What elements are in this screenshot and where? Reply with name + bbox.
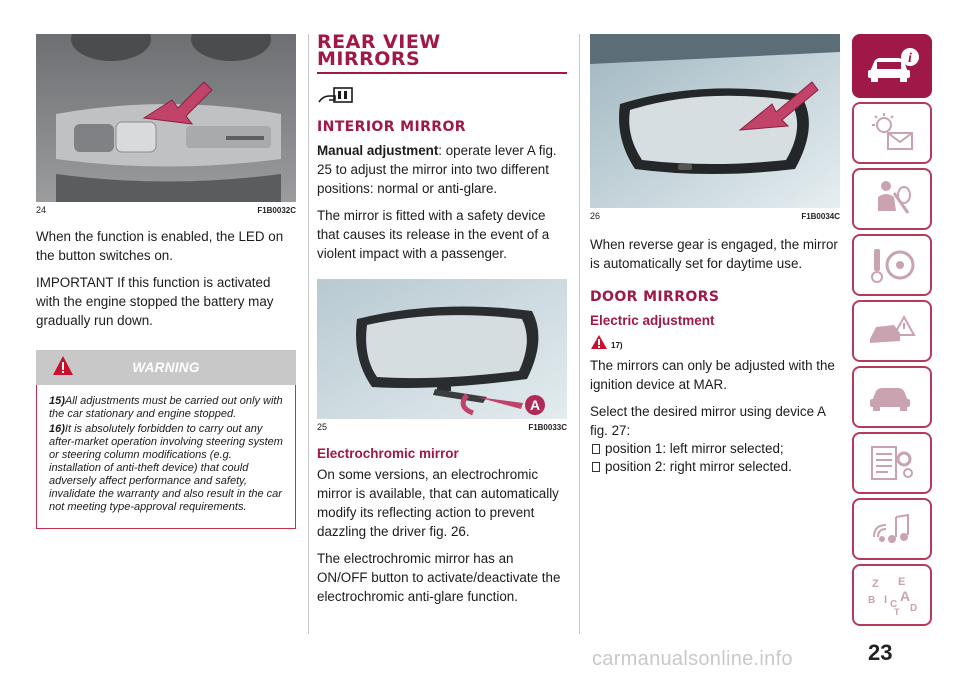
lever-marker: A xyxy=(529,397,541,413)
figure-number: 25 xyxy=(317,422,328,432)
page-number: 23 xyxy=(868,640,893,665)
section-title-line: REAR VIEW xyxy=(317,31,441,53)
svg-text:E: E xyxy=(898,576,906,588)
airbag-seat-icon xyxy=(864,177,920,221)
bullet-box xyxy=(592,462,600,472)
tab-safety[interactable] xyxy=(852,168,932,230)
door-mirrors-title: DOOR MIRRORS xyxy=(590,289,720,305)
figure-code: F1B0034C xyxy=(801,212,840,221)
column-divider xyxy=(308,34,309,634)
tab-emergency[interactable] xyxy=(852,300,932,362)
column-divider xyxy=(579,34,580,634)
multimedia-icon xyxy=(864,507,920,551)
list-item xyxy=(590,458,840,476)
watermark: carmanualsonline.info xyxy=(592,648,793,670)
list-item-text: position 1: left mirror selected; xyxy=(605,441,784,456)
specifications-icon xyxy=(864,441,920,485)
warning-ref: 16) xyxy=(49,423,65,435)
svg-text:T: T xyxy=(894,607,900,617)
reverse-gear-paragraph: When reverse gear is engaged, the mirror is automatically set for daytime use. xyxy=(590,237,838,271)
svg-text:C: C xyxy=(890,599,898,610)
important-paragraph: IMPORTANT If this function is activated with the engine stopped the battery may gradually run down. xyxy=(36,275,274,328)
svg-text:i: i xyxy=(908,51,912,66)
tab-starting-driving[interactable] xyxy=(852,234,932,296)
list-item xyxy=(590,440,840,458)
figure-code: F1B0033C xyxy=(528,423,567,432)
section-title xyxy=(317,31,567,70)
warning-box xyxy=(36,385,296,529)
section-title-line: MIRRORS xyxy=(317,48,421,70)
tab-car-info[interactable] xyxy=(852,34,932,98)
svg-text:B: B xyxy=(868,595,876,606)
figure-25-photo xyxy=(317,279,567,419)
svg-text:I: I xyxy=(884,594,888,606)
figure-25-caption xyxy=(317,419,567,432)
list-item-text: position 2: right mirror selected. xyxy=(605,459,792,474)
svg-text:A: A xyxy=(900,588,911,604)
manual-adjustment-paragraph xyxy=(317,141,567,198)
tab-multimedia[interactable] xyxy=(852,498,932,560)
warning-item xyxy=(49,395,285,421)
column-3 xyxy=(590,34,840,476)
figure-number: 26 xyxy=(590,211,601,221)
elum-hand-icon xyxy=(317,82,357,108)
figure-26-caption xyxy=(590,208,840,221)
warning-triangle-icon xyxy=(590,334,608,350)
figure-24-photo xyxy=(36,34,296,202)
mirror-position-list xyxy=(590,440,840,476)
safety-paragraph: The mirror is fitted with a safety device that causes its release in the event of a violent impact with a passenger. xyxy=(317,208,550,261)
manual-adjustment-label: Manual adjustment xyxy=(317,143,439,158)
figure-number: 24 xyxy=(36,205,47,215)
electrochromic-paragraph: On some versions, an electrochromic mirror is available, that can automatically modify its reflecting action to prevent dazzling the driver fig. 26. xyxy=(317,467,559,539)
dashboard-button-illustration xyxy=(36,34,296,202)
electric-adjustment-title: Electric adjustment xyxy=(590,313,715,328)
figure-26-photo xyxy=(590,34,840,208)
car-info-icon xyxy=(864,46,920,86)
warning-text: It is absolutely forbidden to carry out any after-market operation involving steering system or steering column modifications (e.g. installation of anti-theft device) that could adversely affect performance and safety, invalidate the warranty and also result in the car not meeting type-approval requirements. xyxy=(49,423,283,513)
svg-text:Z: Z xyxy=(872,578,879,590)
warning-reference xyxy=(590,334,840,350)
electrochromic-mirror-illustration xyxy=(590,34,840,208)
index-icon xyxy=(864,573,920,617)
electrochromic-title: Electrochromic mirror xyxy=(317,446,459,461)
warning-ref: 15) xyxy=(49,395,65,407)
tab-maintenance[interactable] xyxy=(852,366,932,428)
led-paragraph: When the function is enabled, the LED on the button switches on. xyxy=(36,229,284,263)
column-2 xyxy=(317,31,567,606)
tab-technical-data[interactable] xyxy=(852,432,932,494)
maintenance-icon xyxy=(864,375,920,419)
warning-title: WARNING xyxy=(132,360,200,375)
svg-text:D: D xyxy=(910,603,918,614)
chapter-tabs xyxy=(852,34,932,630)
figure-24-caption xyxy=(36,202,296,215)
warning-item xyxy=(49,423,285,514)
figure-code: F1B0032C xyxy=(257,206,296,215)
tab-index[interactable] xyxy=(852,564,932,626)
electrochromic-button-paragraph: The electrochromic mirror has an ON/OFF button to activate/deactivate the electrochromic anti-glare function. xyxy=(317,551,561,604)
warning-text: All adjustments must be carried out only with the car stationary and engine stopped. xyxy=(49,395,283,420)
interior-mirror-title: INTERIOR MIRROR xyxy=(317,119,466,135)
warning-header xyxy=(36,350,296,385)
bullet-box xyxy=(592,444,600,454)
key-steering-icon xyxy=(864,243,920,287)
column-1 xyxy=(36,34,296,529)
section-rule xyxy=(317,72,567,74)
crash-breakdown-icon xyxy=(864,309,920,353)
warning-lights-icon xyxy=(864,111,920,155)
tab-warning-lights[interactable] xyxy=(852,102,932,164)
interior-mirror-illustration xyxy=(317,279,567,419)
manual-adjustment-text: : operate lever A fig. 25 to adjust the mirror into two different positions: normal or anti-glare. xyxy=(317,143,557,196)
select-mirror-paragraph: Select the desired mirror using device A fig. 27: xyxy=(590,404,826,438)
ignition-paragraph: The mirrors can only be adjusted with the ignition device at MAR. xyxy=(590,358,835,392)
warning-ref: 17) xyxy=(611,341,623,350)
